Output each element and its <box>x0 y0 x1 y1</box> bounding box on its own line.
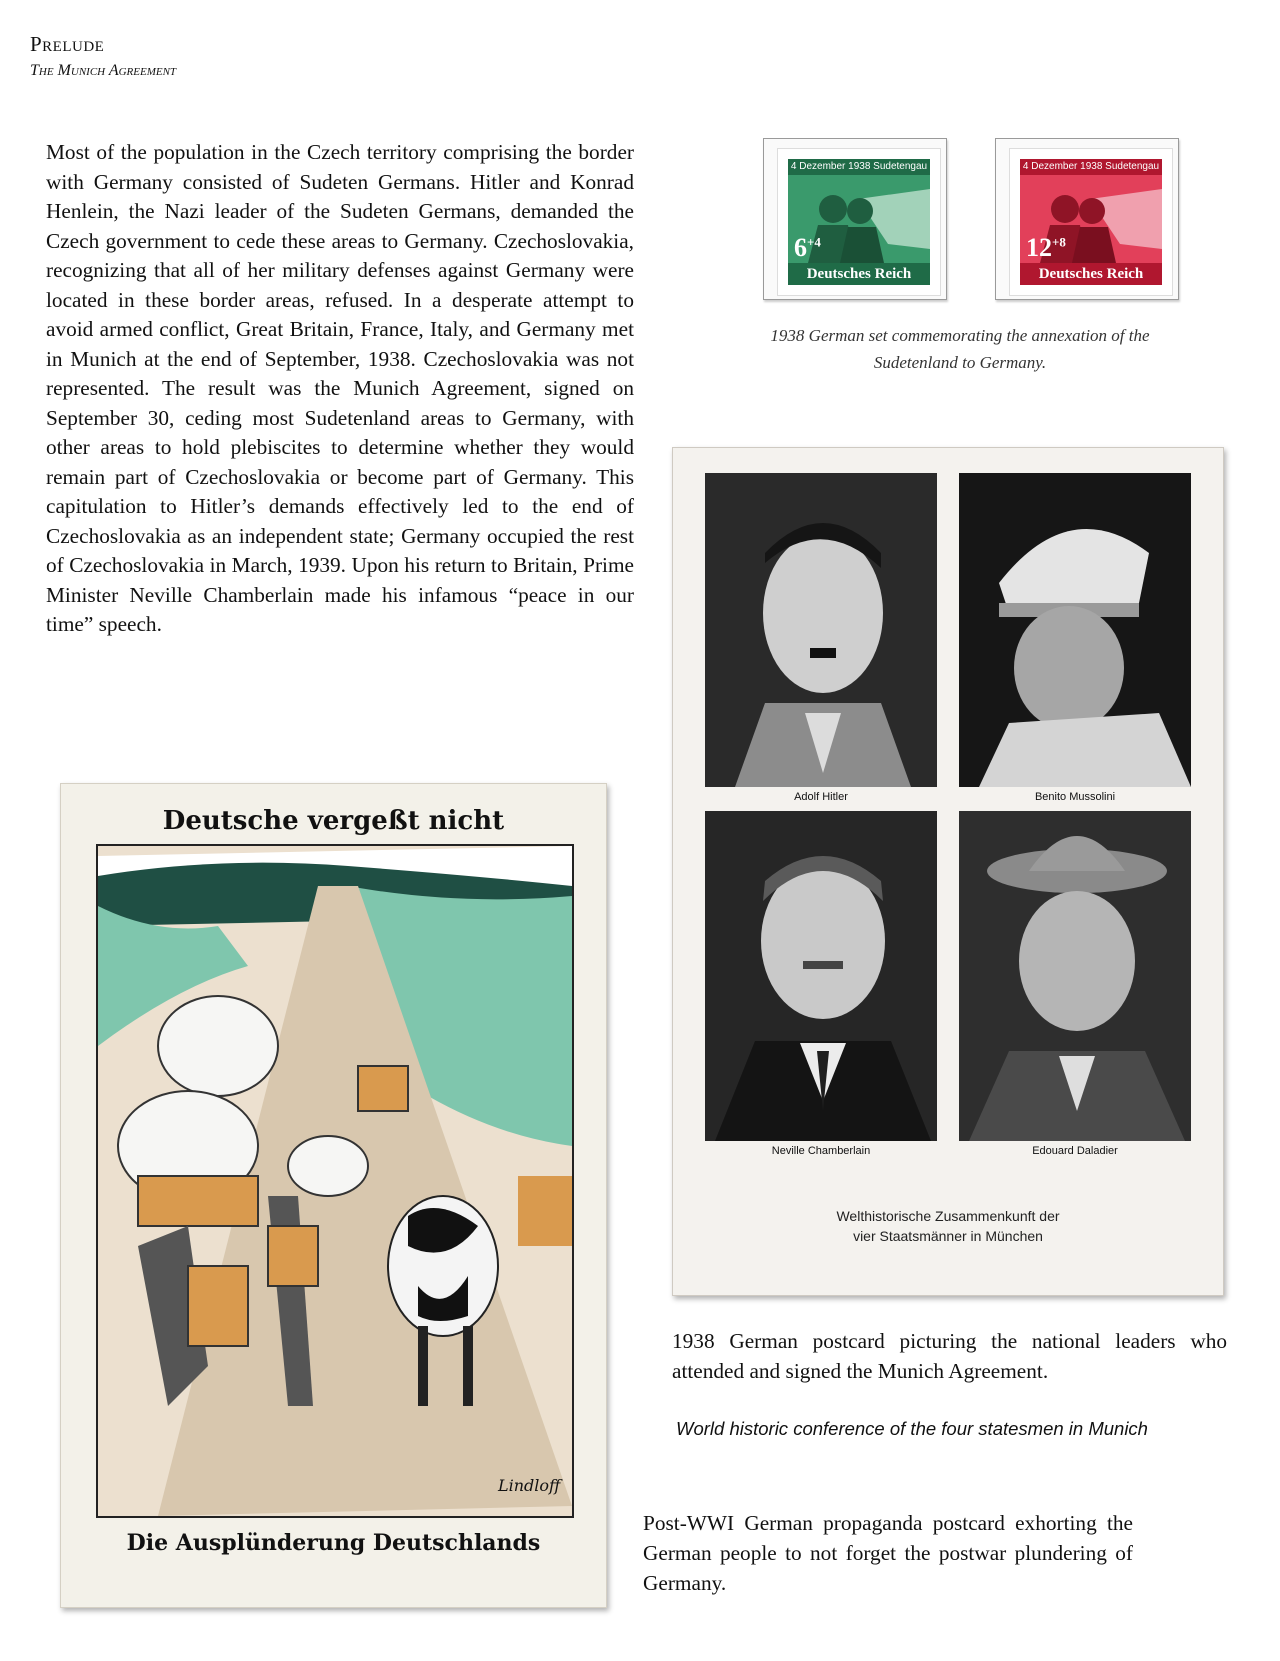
portrait-name-mussolini: Benito Mussolini <box>1034 791 1116 803</box>
stamp-red-value: $12^{+8}$ <box>1026 233 1066 262</box>
leaders-postcard-caption-line1: Welthistorische Zusammenkunft der <box>836 1208 1060 1224</box>
intro-paragraph: Most of the population in the Czech territory comprising the border with Germany consisted of Sudeten Germans. Hitler and Konrad Henlein, the Nazi leader of the Sudeten Germans, demanded the Czech government to cede these areas to Germany. Czechoslovakia, recognizing that all of her military defenses against Germany were located in these border areas, refused. In a desperate attempt to avoid armed conflict, Great Britain, France, Italy, and Germany met in Munich at the end of September, 1938. Czechoslovakia was not represented. The result was the Munich Agreement, signed on September 30, ceding most Sudetenland areas to Germany, with other areas to hold plebiscites to determine whether they would remain part of Czechoslovakia or become part of Germany. This capitulation to Hitler’s demands effectively led to the end of Czechoslovakia as an independent state; Germany occupied the rest of Czechoslovakia in March, 1939. Upon his return to Britain, Prime Minister Neville Chamberlain made his infamous “peace in our time” speech. <box>46 140 634 636</box>
stamp-green-top-text: 4 Dezember 1938 Sudetengau <box>788 159 930 175</box>
leaders-postcard-caption-line2: vier Staatsmänner in München <box>853 1228 1043 1244</box>
portrait-name-daladier: Edouard Daladier <box>1032 1145 1118 1157</box>
propaganda-illustration-scene <box>98 846 572 1516</box>
portrait-chamberlain-photo <box>705 811 937 1141</box>
portrait-name-hitler: Adolf Hitler <box>794 791 848 803</box>
portrait-hitler <box>705 473 937 787</box>
illustration-signature: Lindloff <box>498 1476 561 1495</box>
leaders-postcard <box>672 447 1224 1296</box>
leaders-postcard-translation: World historic conference of the four statesmen in Munich <box>676 1418 1148 1439</box>
stamp-mount-green <box>763 138 947 300</box>
stamp-green <box>778 149 940 295</box>
propaganda-postcard-subtitle: Die Ausplünderung Deutschlands <box>126 1530 541 1556</box>
portrait-name-chamberlain: Neville Chamberlain <box>771 1145 871 1157</box>
portrait-daladier-photo <box>959 811 1191 1141</box>
stamp-mount-red <box>995 138 1179 300</box>
stamp-red <box>1010 149 1172 295</box>
propaganda-postcard-description: Post-WWI German propaganda postcard exhorting the German people to not forget the postwar plundering of Germany. <box>643 1511 1133 1595</box>
propaganda-postcard-illustration <box>96 844 574 1518</box>
portrait-chamberlain <box>705 811 937 1141</box>
leaders-postcard-description: 1938 German postcard picturing the national leaders who attended and signed the Munich Agreement. <box>672 1329 1227 1383</box>
stamps-caption: 1938 German set commemorating the annexation of the Sudetenland to Germany. <box>770 326 1150 372</box>
stamp-red-country: Deutsches Reich <box>1020 263 1162 285</box>
portrait-daladier <box>959 811 1191 1141</box>
stamp-green-country: Deutsches Reich <box>788 263 930 285</box>
stamp-red-top-text: 4 Dezember 1938 Sudetengau <box>1020 159 1162 175</box>
leaders-postcard-caption <box>673 1206 1223 1246</box>
stamp-red-image <box>1020 159 1162 285</box>
portrait-mussolini-photo <box>959 473 1191 787</box>
propaganda-postcard <box>60 783 607 1608</box>
portrait-mussolini <box>959 473 1191 787</box>
propaganda-postcard-title: Deutsche vergeßt nicht <box>162 806 505 836</box>
portrait-hitler-photo <box>705 473 937 787</box>
stamp-green-value: $6^{+4}$ <box>794 233 821 262</box>
stamp-green-image <box>788 159 930 285</box>
page-section-title: Prelude <box>30 32 105 56</box>
page-subtitle: The Munich Agreement <box>30 62 177 79</box>
